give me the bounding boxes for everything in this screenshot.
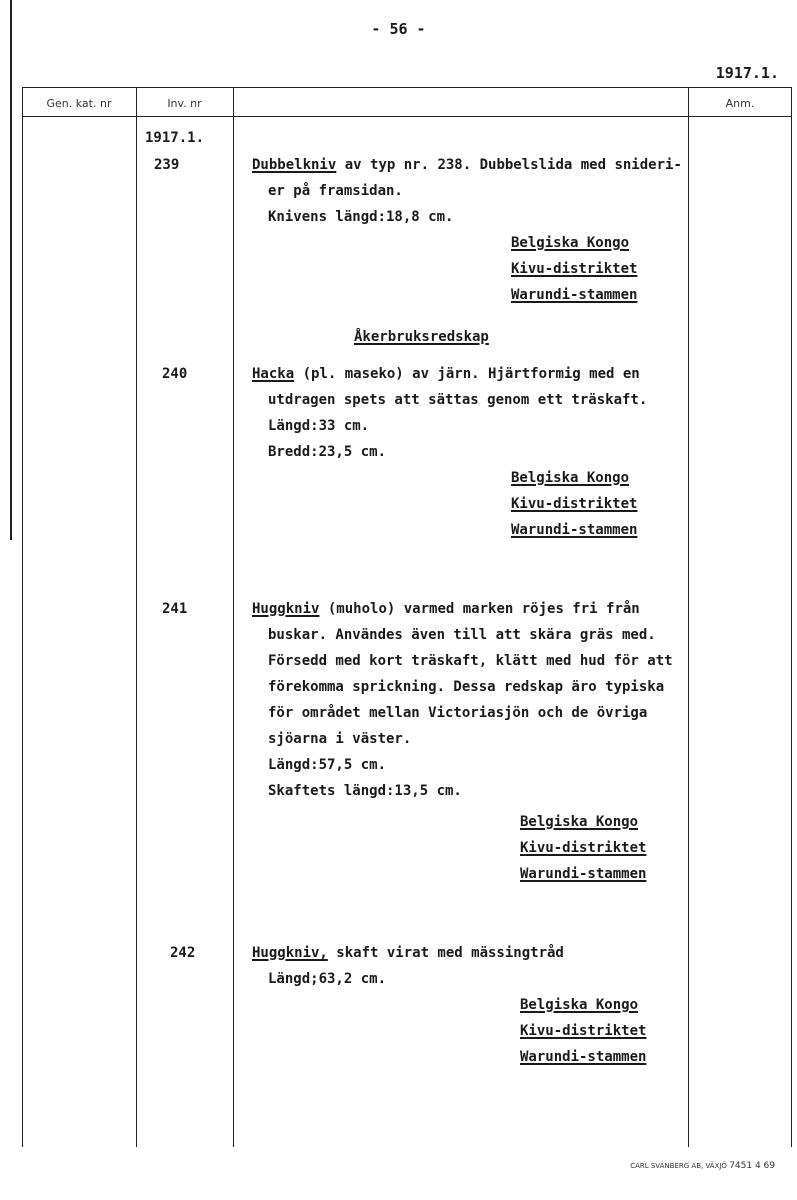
entry-line: Längd:33 cm.: [268, 418, 370, 434]
page-year: 1917.1.: [715, 64, 779, 82]
column-divider-text: [233, 87, 234, 1147]
entry-line: förekomma sprickning. Dessa redskap äro typiska: [268, 679, 665, 695]
entry-title: Huggkniv: [252, 601, 320, 617]
section-heading: Åkerbruksredskap: [354, 329, 489, 345]
entry-line: er på framsidan.: [268, 183, 403, 199]
header-bottom-line: [22, 116, 792, 117]
form-code: 7451 4 69: [729, 1161, 775, 1171]
entry-title: Huggkniv,: [252, 945, 328, 961]
column-divider-anm: [688, 87, 689, 1147]
origin-district: Kivu-distriktet: [511, 496, 638, 512]
column-divider-gen: [22, 87, 23, 1147]
entry-line: Skaftets längd:13,5 cm.: [268, 783, 462, 799]
entry-line: Bredd:23,5 cm.: [268, 444, 387, 460]
origin-country: Belgiska Kongo: [511, 235, 630, 251]
entry-line: buskar. Användes även till att skära gräs med.: [268, 627, 656, 643]
printer-footer: [630, 1161, 775, 1171]
entry-title: Hacka: [252, 366, 295, 382]
left-margin-line: [10, 0, 12, 540]
column-divider-right: [791, 87, 792, 1147]
origin-tribe: Warundi-stammen: [520, 1049, 647, 1065]
origin-district: Kivu-distriktet: [520, 840, 647, 856]
entry-line: Längd:57,5 cm.: [268, 757, 387, 773]
entry-line: Försedd med kort träskaft, klätt med hud för att: [268, 653, 673, 669]
page-number: - 56 -: [371, 20, 426, 38]
entry-line: sjöarna i väster.: [268, 731, 412, 747]
column-header-inv: Inv. nr: [167, 97, 202, 110]
entry-line: Dubbelkniv av typ nr. 238. Dubbelslida med snideri-: [252, 157, 682, 173]
entry-line: utdragen spets att sättas genom ett träskaft.: [268, 392, 648, 408]
origin-country: Belgiska Kongo: [520, 814, 639, 830]
entry-line: Huggkniv, skaft virat med mässingtråd: [252, 945, 564, 961]
entry-line: Huggkniv (muholo) varmed marken röjes fri från: [252, 601, 640, 617]
inv-year-label: 1917.1.: [145, 130, 205, 146]
inv-number: 239: [154, 157, 180, 173]
origin-country: Belgiska Kongo: [511, 470, 630, 486]
entry-line: för området mellan Victoriasjön och de övriga: [268, 705, 648, 721]
inv-number: 240: [162, 366, 188, 382]
origin-tribe: Warundi-stammen: [511, 522, 638, 538]
column-divider-inv: [136, 87, 137, 1147]
origin-tribe: Warundi-stammen: [511, 287, 638, 303]
origin-district: Kivu-distriktet: [520, 1023, 647, 1039]
inv-number: 241: [162, 601, 188, 617]
entry-line: Hacka (pl. maseko) av järn. Hjärtformig med en: [252, 366, 640, 382]
origin-district: Kivu-distriktet: [511, 261, 638, 277]
column-header-gen: Gen. kat. nr: [46, 97, 112, 110]
entry-title: Dubbelkniv: [252, 157, 337, 173]
entry-line: Längd;63,2 cm.: [268, 971, 387, 987]
origin-country: Belgiska Kongo: [520, 997, 639, 1013]
column-header-anm: Anm.: [725, 97, 755, 110]
header-top-line: [22, 87, 792, 88]
inv-number: 242: [170, 945, 196, 961]
entry-line: Knivens längd:18,8 cm.: [268, 209, 454, 225]
printer-name: CARL SVANBERG AB, VÄXJÖ: [630, 1162, 727, 1170]
origin-tribe: Warundi-stammen: [520, 866, 647, 882]
